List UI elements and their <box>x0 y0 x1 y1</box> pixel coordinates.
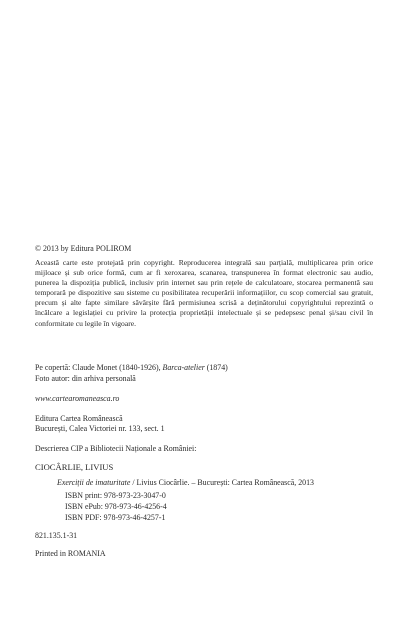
copyright-line: © 2013 by Editura POLIROM <box>35 244 132 253</box>
cip-author: CIOCÂRLIE, LIVIUS <box>35 462 114 472</box>
website-link[interactable] <box>35 394 375 404</box>
cip-heading: Descrierea CIP a Bibliotecii Naționale a României: <box>35 444 197 453</box>
cover-credit-year: (1874) <box>204 363 228 372</box>
cip-entry <box>35 478 397 488</box>
classification-code: 821.135.1-31 <box>35 531 78 540</box>
author-photo-credit: Foto autor: din arhiva personală <box>35 374 136 383</box>
cip-book-title: Exerciții de imaturitate <box>57 478 131 487</box>
cover-credit-prefix: Pe copertă: Claude Monet (1840-1926), <box>35 363 163 372</box>
publisher-address: București, Calea Victoriei nr. 133, sect. 1 <box>35 424 165 433</box>
printed-in: Printed in ROMANIA <box>35 549 106 558</box>
isbn-epub: ISBN ePub: 978-973-46-4256-4 <box>65 502 167 511</box>
website-text: www.cartearomaneasca.ro <box>35 394 120 403</box>
isbn-pdf: ISBN PDF: 978-973-46-4257-1 <box>65 513 166 522</box>
rights-paragraph: Această carte este protejată prin copyright. Reproducerea integrală sau parțială, multiplicarea prin orice mijloace și sub orice formă, cum ar fi xeroxarea, scanarea, transpunerea în format electronic sau audio, punerea la dispoziția publică, inclusiv prin internet sau prin rețele de calculatoare, stocarea permanentă sau temporară pe dispozitive sau sisteme cu posibilitatea recuperării informațiilor, cu scop comercial sau gratuit, precum și alte fapte similare săvârșite fără permisiunea scrisă a deținătorului copyrightului reprezintă o încălcare a legislației cu privire la protecția proprietății intelectuale și se pedepsesc penal și/sau civil în conformitate cu legile în vigoare. <box>35 258 373 328</box>
cip-entry-rest: / Livius Ciocârlie. – București: Cartea Românească, 2013 <box>130 478 314 487</box>
cover-painting-title: Barca-atelier <box>162 363 205 372</box>
cover-credit <box>35 363 375 373</box>
isbn-print: ISBN print: 978-973-23-3047-0 <box>65 491 166 500</box>
publisher-name: Editura Cartea Românească <box>35 414 123 423</box>
